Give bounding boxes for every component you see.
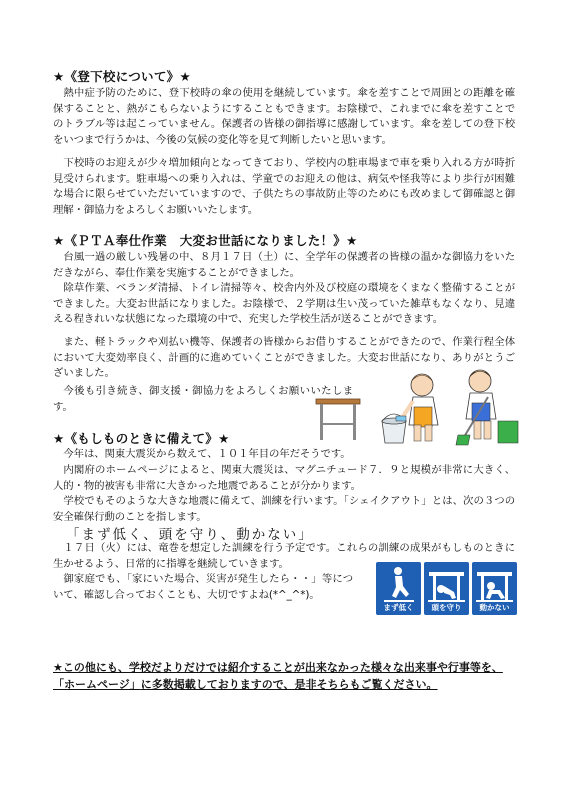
sign-hold-on: [472, 562, 517, 615]
disaster-paragraph-2: 内閣府のホームページによると、関東大震災は、マグニチュード７．９と規模が非常に大きく、人的・物的被害も非常に大きかった地震であることが分かります。: [53, 464, 515, 492]
pta-paragraph-3: また、軽トラックや刈払い機等、保護者の皆様からお借りすることができたので、作業行程全体において大変効率良く、計画的に進めていくことができました。大変お世話になり、ありがとうございました。: [53, 336, 515, 380]
section-title-pta: ★《ＰＴＡ奉仕作業 大変お世話になりました！》★: [53, 233, 358, 248]
commute-paragraph-1: 熱中症予防のために、登下校時の傘の使用を継続しています。傘を差すことで周囲との距離を確保することと、熱がこもらないようにすることもできます。お陰様で、これまでに傘を差すことでのトラブル等は起こっていません。保護者の皆様の御指導に感謝しています。傘を差しての登下校をいつまで行うかは、今後の気候の変化等を見て判断したいと思います。: [53, 87, 515, 146]
sign-hold-on-label: 動かない: [479, 603, 510, 612]
pta-paragraph-2: 除草作業、ベランダ清掃、トイレ清掃等々、校舎内外及び校庭の環境をくまなく整備することができました。大変お世話になりました。お陰様で、２学期は生い茂っていた雑草もなくなり、見違える程きれいな状態になった環境の中で、充実した学校生活が送ることができます。: [53, 282, 515, 326]
disaster-paragraph-3: 学校でもそのような大きな地震に備えて、訓練を行います。「シェイクアウト」とは、次の３つの安全確保行動のことを指します。: [53, 495, 515, 523]
pta-paragraph-1: 台風一過の厳しい残暑の中、８月１７日（土）に、全学年の保護者の皆様の温かな御協力をいただきながら、奉仕作業を実施することができました。: [53, 251, 515, 279]
sign-cover-head: [424, 562, 469, 615]
cleaning-children-illustration: [312, 363, 520, 448]
homepage-link[interactable]: 「ホームページ」: [53, 678, 141, 691]
shakeout-motto: 「まず低く、頭を守り、動かない」: [66, 527, 314, 543]
pta-paragraph-4: 今後も引き続き、御支援・御協力をよろしくお願いいたします。: [53, 385, 353, 413]
disaster-paragraph-5: 御家庭でも、「家にいた場合、災害が発生したら・・」等について、確認し合っておくことも、大切ですよね(*^_^*)。: [53, 573, 353, 601]
sign-drop-low-label: まず低く: [383, 603, 414, 612]
footer-note: [53, 659, 518, 693]
sign-drop-low: [376, 562, 421, 615]
section-title-disaster: ★《もしものときに備えて》★: [53, 431, 230, 446]
disaster-paragraph-4: １７日（火）には、竜巻を想定した訓練を行う予定です。これらの訓練の成果がもしものときに生かせるよう、日常的に指導を継続していきます。: [53, 542, 515, 570]
disaster-paragraph-1: 今年は、関東大震災から数えて、１０１年目の年だそうです。: [63, 448, 351, 460]
footer-text-after: に多数掲載しておりますので、是非そちらもご覧ください。: [140, 678, 438, 691]
footer-text-before: ★この他にも、学校だよりだけでは紹介することが出来なかった様々な出来事や行事等を、: [53, 661, 503, 674]
commute-paragraph-2: 下校時のお迎えが少々増加傾向となってきており、学校内の駐車場まで車を乗り入れる方が時折見受けられます。駐車場への乗り入れは、学童でのお迎えの他は、病気や怪我等により歩行が困難な場合に限らせていただいていますので、子供たちの事故防止等のためにも改めまして御確認と御理解・御協力をよろしくお願いいたします。: [53, 157, 515, 216]
section-title-commute: ★《登下校について》★: [53, 69, 191, 84]
sign-cover-head-label: 頭を守り: [431, 603, 462, 612]
